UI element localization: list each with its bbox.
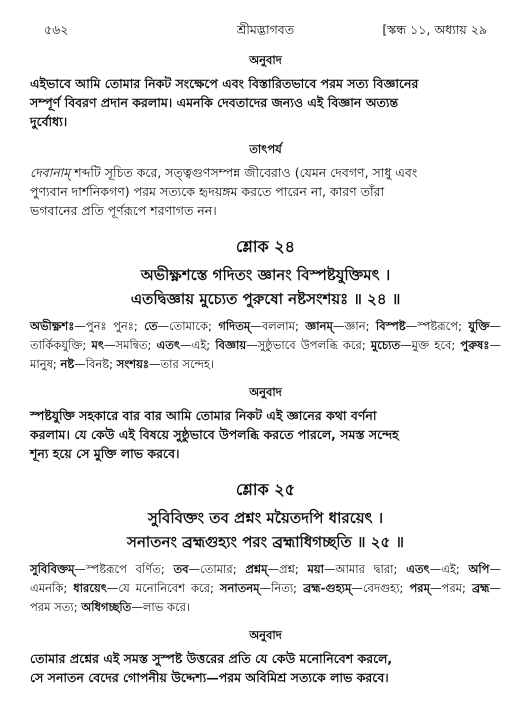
synonym-term: পুরুষঃ [460, 338, 490, 352]
synonym-term: মৎ [91, 338, 105, 352]
translation-line: স্পষ্টযুক্তি সহকারে বার বার আমি তোমার নিকট এই জ্ঞানের কথা বর্ণনা [30, 408, 377, 423]
synonym-meaning: —জ্ঞান; [332, 319, 376, 333]
synonym-term: প্রশ্নম্ [245, 562, 268, 576]
synonym-meaning: —তোমার; [188, 562, 246, 576]
synonym-term: জ্ঞানম্ [305, 319, 333, 333]
purport-text [30, 163, 501, 220]
verse-heading: শ্লোক ২৫ [235, 480, 296, 499]
synonym-term: অধিগচ্ছতি [81, 600, 132, 614]
synonym-term: অপি [468, 562, 490, 576]
translation-line: করলাম। যে কেউ এই বিষয়ে সুষ্ঠুভাবে উপলব্ধি করতে পারলে, সমস্ত সন্দেহ [30, 427, 399, 442]
synonym-term: নষ্ট [60, 357, 75, 371]
translation-text [30, 406, 501, 463]
synonym-term: এতৎ [156, 338, 181, 352]
verse-line: এতদ্বিজ্ঞায় মুচ্যেত পুরুষো নষ্টসংশয়ঃ ॥ ২৪ ॥ [130, 290, 401, 308]
book-title: শ্রীমদ্ভাগবত [236, 22, 295, 37]
synonym-term: সংশয়ঃ [116, 357, 149, 371]
synonym-meaning: —লাভ করে। [131, 600, 191, 614]
synonym-term: ব্রহ্ম [471, 581, 490, 595]
synonym-term: অভীক্ষ্ণশঃ [30, 319, 75, 333]
translation-line: সে সনাতন বেদের গোপনীয় উদ্দেশ্য—পরম অবিমিশ্র সত্যকে লাভ করবে। [30, 670, 389, 685]
synonym-term: তব [173, 562, 189, 576]
synonym-term: এতৎ [406, 562, 430, 576]
synonym-meaning: —এই; [180, 338, 216, 352]
purport-label: তাৎপর্য [249, 142, 282, 156]
translation-line: এইভাবে আমি তোমার নিকট সংক্ষেপে এবং বিস্তারিতভাবে পরম সত্য বিজ্ঞানের [30, 76, 419, 91]
translation-line: তোমার প্রশ্নের এই সমস্ত সুস্পষ্ট উত্তরের প্রতি যে কেউ মনোনিবেশ করলে, [30, 651, 393, 666]
translation-text [30, 74, 501, 131]
translation-line: শূন্য হয়ে সে মুক্তি লাভ করবে। [30, 446, 180, 461]
synonym-meaning: —প্রশ্ন; [267, 562, 308, 576]
page-number: ৫৬২ [44, 22, 69, 37]
synonym-meaning: —বেদগুহ্য; [351, 581, 410, 595]
synonym-meaning: —পরম সত্য; [30, 581, 501, 614]
synonym-meaning: —সমন্বিত; [104, 338, 157, 352]
verse-line: সনাতনং ব্রহ্মগুহ্যং পরং ব্রহ্মাধিগচ্ছতি ॥ ২৫ ॥ [127, 533, 404, 551]
purport-line: শব্দটি সূচিত করে, সত্ত্বগুণসম্পন্ন জীবেরাও (যেমন দেবগণ, সাধু এবং [70, 165, 418, 180]
translation-label: অনুবাদ [249, 385, 282, 399]
synonym-meaning: —তোমাকে; [157, 319, 219, 333]
synonyms [30, 560, 501, 617]
synonym-term: সুবিবিক্তম্ [30, 562, 75, 576]
synonym-meaning: —এই; [429, 562, 469, 576]
verse-line: অভীক্ষ্ণশস্তে গদিতং জ্ঞানং বিস্পষ্টযুক্তিমৎ । [140, 266, 391, 284]
verse-heading: শ্লোক ২৪ [235, 237, 296, 256]
synonym-meaning: —সুষ্ঠুভাবে উপলব্ধি করে; [246, 338, 371, 352]
translation-label: অনুবাদ [249, 53, 282, 67]
synonym-meaning: —তার্কিকযুক্তি; [30, 319, 501, 352]
canto-reference: [স্কন্ধ ১১, অধ্যায় ২৯ [382, 22, 487, 37]
synonym-term: যুক্তি [468, 319, 490, 333]
synonym-term: সনাতনম্ [219, 581, 260, 595]
purport-line: ভগবানের প্রতি পূর্ণরূপে শরণাগত নন। [30, 203, 217, 218]
purport-line: পুণ্যবান দার্শনিকগণ) পরম সত্যকে হৃদয়ঙ্গম করতে পারেন না, কারণ তাঁরা [30, 184, 385, 199]
synonym-meaning: —পুনঃ পুনঃ; [74, 319, 145, 333]
synonym-term: মুচ্যেত [370, 338, 401, 352]
verse-line: সুবিবিক্তং তব প্রশ্নং ময়ৈতদপি ধারয়েৎ । [147, 509, 384, 527]
translation-line: দুর্বোধ্য। [30, 114, 68, 129]
purport-italic-term: দেবানাম্ [30, 165, 71, 180]
synonym-term: ময়া [307, 562, 324, 576]
page-header [30, 20, 501, 42]
synonym-term: বিস্পষ্ট [375, 319, 406, 333]
synonym-meaning: —তার সন্দেহ। [148, 357, 215, 371]
synonym-term: বিজ্ঞায় [215, 338, 247, 352]
synonym-term: পরম্ [409, 581, 431, 595]
synonym-meaning: —স্পষ্টরূপে; [405, 319, 469, 333]
translation-label: অনুবাদ [249, 628, 282, 642]
synonym-meaning: —মুক্ত হবে; [400, 338, 461, 352]
synonym-meaning: —স্পষ্টরূপে বর্ণিত; [74, 562, 174, 576]
synonym-meaning: —পরম; [430, 581, 472, 595]
synonym-term: গদিতম্ [218, 319, 251, 333]
synonym-term: ধারয়েৎ [73, 581, 107, 595]
synonym-meaning: —এমনকি; [30, 562, 501, 595]
synonym-meaning: —যে মনোনিবেশ করে; [106, 581, 220, 595]
synonym-meaning: —আমার দ্বারা; [323, 562, 407, 576]
translation-text [30, 649, 501, 687]
synonym-meaning: —নিত্য; [259, 581, 304, 595]
synonym-term: ব্রহ্ম-গুহ্যম্ [303, 581, 352, 595]
synonyms [30, 317, 501, 374]
translation-line: সম্পূর্ণ বিবরণ প্রদান করলাম। এমনকি দেবতাদের জন্যও এই বিজ্ঞান অত্যন্ত [30, 95, 399, 110]
synonym-meaning: —মানুষ; [30, 338, 501, 371]
synonym-term: তে [144, 319, 158, 333]
synonym-meaning: —বললাম; [250, 319, 306, 333]
synonym-meaning: —বিনষ্ট; [74, 357, 117, 371]
